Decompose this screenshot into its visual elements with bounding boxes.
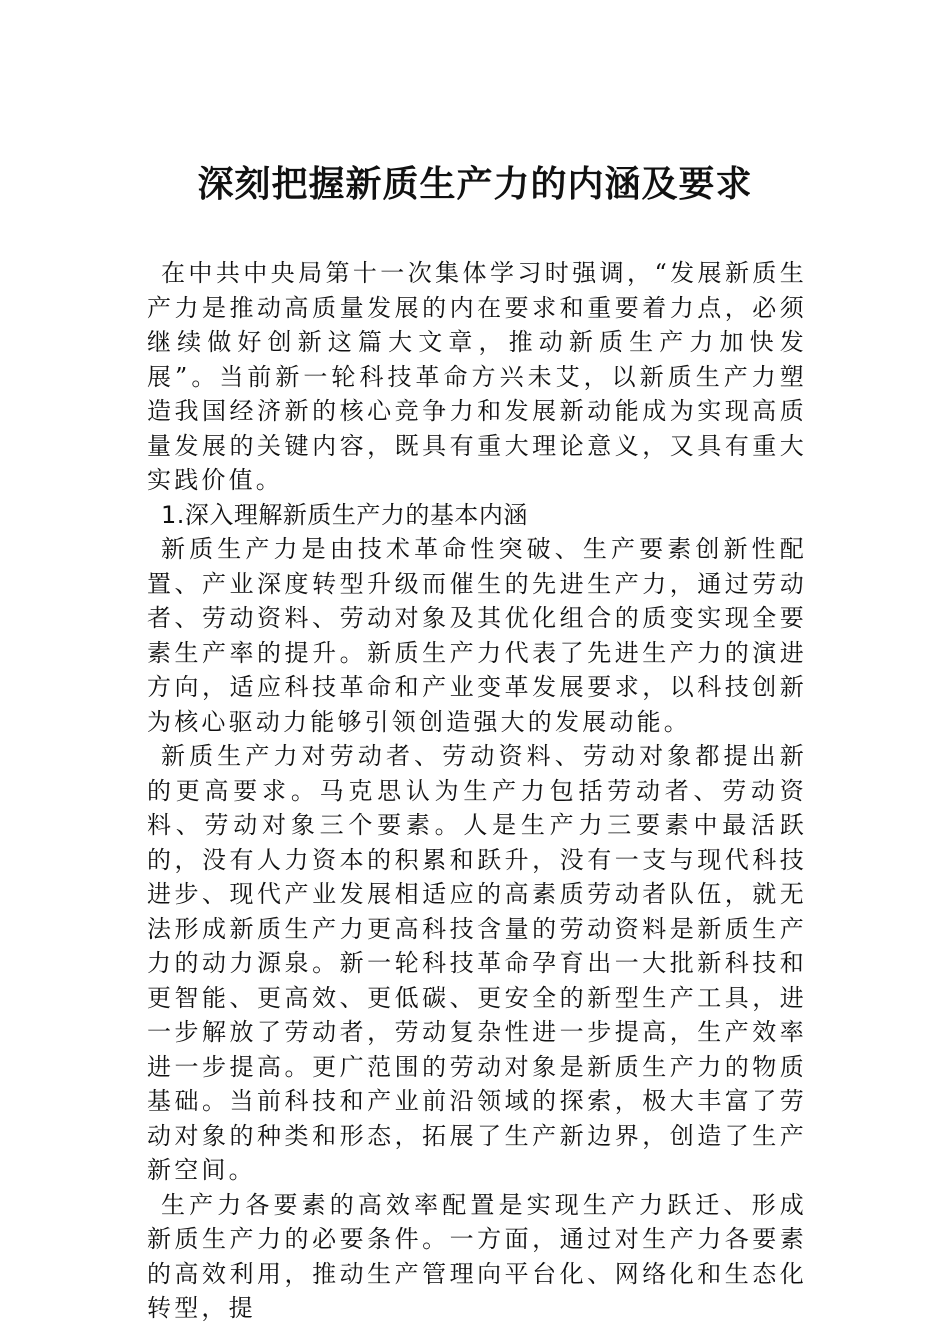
intro-paragraph: 在中共中央局第十一次集体学习时强调，“发展新质生产力是推动高质量发展的内在要求和重要着力点，必须继续做好创新这篇大文章，推动新质生产力加快发展”。当前新一轮科技革命方兴未艾，以新质生产力塑造我国经济新的核心竞争力和发展新动能成为实现高质量发展的关键内容，既具有重大理论意义，又具有重大实践价值。 xyxy=(147,259,807,494)
body-paragraph-1: 新质生产力是由技术革命性突破、生产要素创新性配置、产业深度转型升级而催生的先进生产力，通过劳动者、劳动资料、劳动对象及其优化组合的质变实现全要素生产率的提升。新质生产力代表了先进生产力的演进方向，适应科技革命和产业变革发展要求，以科技创新为核心驱动力能够引领创造强大的发展动能。 xyxy=(147,535,807,736)
document-title: 深刻把握新质生产力的内涵及要求 xyxy=(197,163,753,205)
document-body xyxy=(147,256,807,1326)
body-paragraph-2: 新质生产力对劳动者、劳动资料、劳动对象都提出新的更高要求。马克思认为生产力包括劳动者、劳动资料、劳动对象三个要素。人是生产力三要素中最活跃的，没有人力资本的积累和跃升，没有一支与现代科技进步、现代产业发展相适应的高素质劳动者队伍，就无法形成新质生产力更高科技含量的劳动资料是新质生产力的动力源泉。新一轮科技革命孕育出一大批新科技和更智能、更高效、更低碳、更安全的新型生产工具，进一步解放了劳动者，劳动复杂性进一步提高，生产效率进一步提高。更广范围的劳动对象是新质生产力的物质基础。当前科技和产业前沿领域的探索，极大丰富了劳动对象的种类和形态，拓展了生产新边界，创造了生产新空间。 xyxy=(147,742,807,1184)
section-heading: 1.深入理解新质生产力的基本内涵 xyxy=(161,500,528,529)
body-paragraph-3: 生产力各要素的高效率配置是实现生产力跃迁、形成新质生产力的必要条件。一方面，通过对生产力各要素的高效利用，推动生产管理向平台化、网络化和生态化转型，提 xyxy=(147,1190,807,1322)
